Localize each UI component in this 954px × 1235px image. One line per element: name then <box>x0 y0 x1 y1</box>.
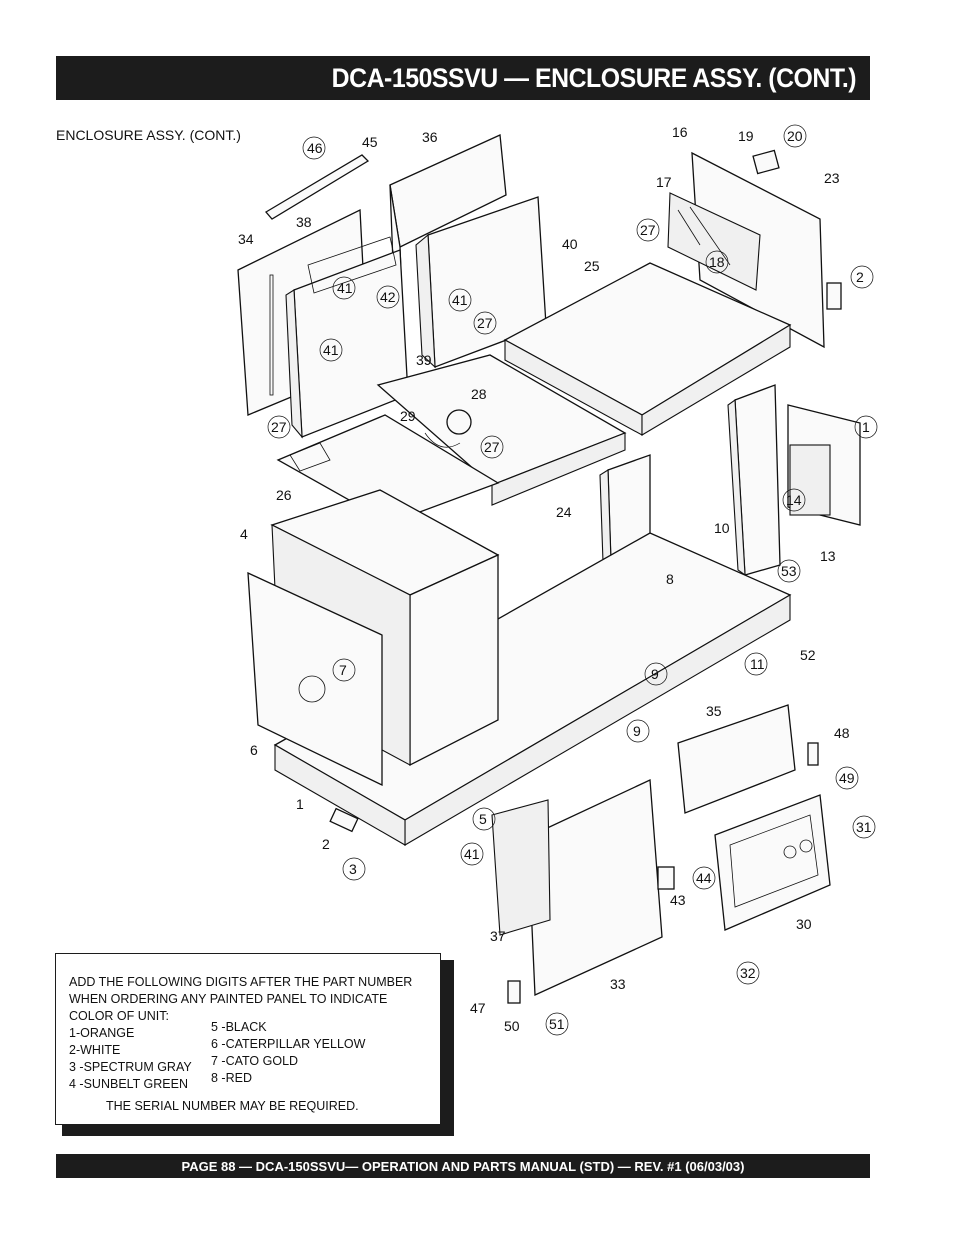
note-line-1: ADD THE FOLLOWING DIGITS AFTER THE PART NUMBER <box>69 975 413 989</box>
part-latch-47 <box>508 981 520 1003</box>
callout-53: 53 <box>781 563 797 579</box>
part-fuel-cap-28 <box>447 410 471 434</box>
callout-8: 8 <box>666 571 674 587</box>
callout-33: 33 <box>610 976 626 992</box>
callout-31: 31 <box>856 819 872 835</box>
enclosure-exploded-diagram <box>230 115 870 1035</box>
page-title-bar <box>56 56 870 100</box>
callout-49: 49 <box>839 770 855 786</box>
callout-51: 51 <box>549 1016 565 1032</box>
callout-2-right: 2 <box>856 269 864 285</box>
callout-13: 13 <box>820 548 836 564</box>
part-panel-35 <box>678 705 795 813</box>
color-list-left <box>69 1025 192 1093</box>
part-handle-44 <box>658 867 674 889</box>
callout-16: 16 <box>672 124 688 140</box>
color-item: 6 -CATERPILLAR YELLOW <box>211 1037 366 1051</box>
color-item: 3 -SPECTRUM GRAY <box>69 1060 192 1074</box>
callout-42: 42 <box>380 289 396 305</box>
callout-29: 29 <box>400 408 416 424</box>
callout-50: 50 <box>504 1018 520 1034</box>
note-line-2: WHEN ORDERING ANY PAINTED PANEL TO INDICATE <box>69 992 388 1006</box>
callout-37: 37 <box>490 928 506 944</box>
callout-47: 47 <box>470 1000 486 1016</box>
color-list-right <box>211 1019 365 1087</box>
callout-43: 43 <box>670 892 686 908</box>
callout-41-c: 41 <box>323 342 339 358</box>
serial-note: THE SERIAL NUMBER MAY BE REQUIRED. <box>106 1099 359 1113</box>
page-title: DCA-150SSVU — ENCLOSURE ASSY. (CONT.) <box>331 62 856 93</box>
color-item: 5 -BLACK <box>211 1020 267 1034</box>
callout-39: 39 <box>416 352 432 368</box>
callout-20: 20 <box>787 128 803 144</box>
callout-14: 14 <box>786 492 802 508</box>
callout-24: 24 <box>556 504 572 520</box>
callout-19: 19 <box>738 128 754 144</box>
note-line-3: COLOR OF UNIT: <box>69 1009 170 1023</box>
color-item: 8 -RED <box>211 1071 252 1085</box>
page-footer <box>56 1154 870 1178</box>
callout-45: 45 <box>362 134 378 150</box>
color-item: 7 -CATO GOLD <box>211 1054 299 1068</box>
callout-38: 38 <box>296 214 312 230</box>
color-item: 4 -SUNBELT GREEN <box>69 1077 189 1091</box>
callout-7: 7 <box>339 662 347 678</box>
color-item: 1-ORANGE <box>69 1026 135 1040</box>
callout-25: 25 <box>584 258 600 274</box>
callout-27-a: 27 <box>640 222 656 238</box>
callout-23: 23 <box>824 170 840 186</box>
color-item: 2-WHITE <box>69 1043 121 1057</box>
callout-32: 32 <box>740 965 756 981</box>
callout-46: 46 <box>307 140 323 156</box>
callout-35: 35 <box>706 703 722 719</box>
part-control-frame-30 <box>715 795 830 930</box>
callout-17: 17 <box>656 174 672 190</box>
callout-9-a: 9 <box>651 666 659 682</box>
callout-1: 1 <box>296 796 304 812</box>
callout-9-b: 9 <box>633 723 641 739</box>
footer-text: PAGE 88 — DCA-150SSVU— OPERATION AND PARTS MANUAL (STD) — REV. #1 (06/03/03) <box>181 1158 745 1174</box>
callout-27-c: 27 <box>271 419 287 435</box>
part-hinge-22 <box>827 283 841 309</box>
callout-36: 36 <box>422 129 438 145</box>
part-side-door-33 <box>492 780 662 995</box>
callout-30: 30 <box>796 916 812 932</box>
callout-2: 2 <box>322 836 330 852</box>
callout-4: 4 <box>240 526 248 542</box>
callout-18: 18 <box>709 254 725 270</box>
callout-10: 10 <box>714 520 730 536</box>
callout-3: 3 <box>349 861 357 877</box>
callout-1-right: 1 <box>862 419 870 435</box>
callout-40: 40 <box>562 236 578 252</box>
part-rail <box>266 155 368 219</box>
callout-34: 34 <box>238 231 254 247</box>
part-latch-48 <box>808 743 818 765</box>
callout-27-b: 27 <box>477 315 493 331</box>
callout-44: 44 <box>696 870 712 886</box>
callout-41-a: 41 <box>337 280 353 296</box>
callout-41-b: 41 <box>452 292 468 308</box>
callout-26: 26 <box>276 487 292 503</box>
callout-6: 6 <box>250 742 258 758</box>
callout-5: 5 <box>479 811 487 827</box>
callout-11: 11 <box>750 656 765 672</box>
callout-28: 28 <box>471 386 487 402</box>
part-pillar-10 <box>728 385 780 575</box>
color-code-note <box>55 953 441 1125</box>
callout-48: 48 <box>834 725 850 741</box>
callout-52: 52 <box>800 647 816 663</box>
part-latch-19 <box>753 150 779 173</box>
section-label: ENCLOSURE ASSY. (CONT.) <box>56 127 241 143</box>
callout-41-d: 41 <box>464 846 480 862</box>
callout-27-d: 27 <box>484 439 500 455</box>
